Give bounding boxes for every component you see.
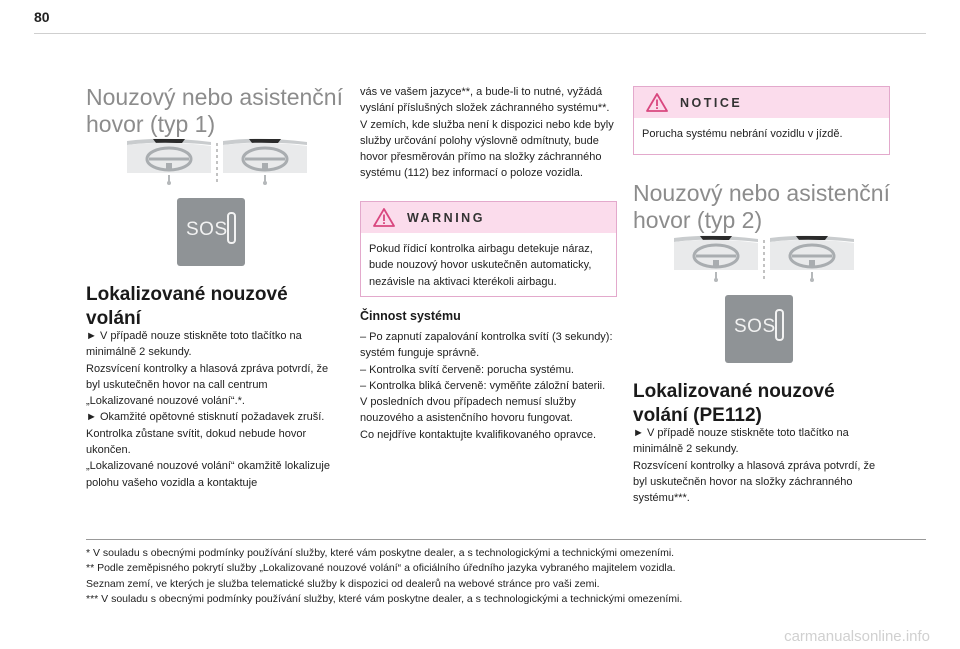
list-item: – Kontrolka bliká červeně: vyměňte záložní baterii. bbox=[360, 379, 606, 392]
col3-body bbox=[633, 425, 883, 506]
paragraph: „Lokalizované nouzové volání“ okamžitě lokalizuje polohu vašeho vozidla a kontaktuje bbox=[86, 460, 330, 489]
footnote: * V souladu s obecnými podmínky používání služby, které vám poskytne dealer, a s technologickými a technickými omezeními. bbox=[86, 547, 675, 559]
paragraph: ► Okamžité opětovné stisknutí požadavek zruší. bbox=[86, 411, 325, 424]
notice-header bbox=[634, 87, 889, 118]
col1-body bbox=[86, 328, 336, 491]
sos-label: SOS bbox=[186, 219, 228, 240]
warning-triangle-icon bbox=[373, 207, 395, 228]
paragraph: V posledních dvou případech nemusí služby nouzového a asistenčního hovoru fungovat. bbox=[360, 396, 576, 425]
sos-button-icon bbox=[177, 198, 245, 266]
header-divider bbox=[34, 33, 926, 34]
footnotes bbox=[86, 546, 926, 607]
notice-title: NOTICE bbox=[680, 95, 743, 110]
notice-text: Porucha systému nebrání vozidlu v jízdě. bbox=[642, 128, 843, 140]
paragraph: ► V případě nouze stiskněte toto tlačítko na minimálně 2 sekundy. bbox=[86, 330, 302, 359]
col2-body bbox=[360, 329, 616, 443]
warning-triangle-icon bbox=[646, 92, 668, 113]
paragraph: ► V případě nouze stiskněte toto tlačítko na minimálně 2 sekundy. bbox=[633, 427, 849, 456]
warning-title: WARNING bbox=[407, 210, 485, 225]
subtitle-localized-call: Lokalizované nouzové volání bbox=[86, 284, 288, 329]
col2-intro: vás ve vašem jazyce**, a bude-li to nutné, vyžádá vyslání příslušných složek záchranného systému**. V zemích, kde služba není k dispozici nebo kde byly služby určování polohy výslovně odmítnuty, bude hovor přesměrován přímo na složky záchranného systému (112) bez informací o poloze vozidla. bbox=[360, 86, 614, 180]
warning-text: Pokud řídicí kontrolka airbagu detekuje náraz, bude nouzový hovor uskutečněn automaticky, nezávisle na aktivaci kterékoli airbagu. bbox=[369, 243, 593, 288]
paragraph: Rozsvícení kontrolky a hlasová zpráva potvrdí, že byl uskutečněn hovor na složky záchranného systému***. bbox=[633, 459, 876, 505]
section-title-operation: Činnost systému bbox=[360, 309, 461, 323]
watermark: carmanualsonline.info bbox=[784, 628, 930, 645]
notice-callout bbox=[633, 86, 890, 155]
steering-wheel-icon bbox=[672, 234, 857, 286]
steering-wheel-icon bbox=[125, 137, 310, 189]
footnote: ** Podle zeměpisného pokrytí služby „Lokalizované nouzové volání“ a oficiálního úředního jazyka vybraného majitelem vozidla. bbox=[86, 562, 676, 575]
footnote: *** V souladu s obecnými podmínky používání služby, které vám poskytne dealer, a s technologickými a technickými omezeními. bbox=[86, 592, 683, 605]
sos-label: SOS bbox=[734, 316, 776, 337]
subtitle-localized-call-pe112: Lokalizované nouzové volání (PE112) bbox=[633, 381, 835, 426]
page-number: 80 bbox=[34, 9, 50, 25]
section-title-type1: Nouzový nebo asistenční hovor (typ 1) bbox=[86, 84, 343, 137]
list-item: – Po zapnutí zapalování kontrolka svítí (3 sekundy): systém funguje správně. bbox=[360, 331, 613, 360]
sos-led-icon bbox=[227, 212, 236, 244]
dashboard-illustration-type2 bbox=[672, 234, 857, 286]
footnote: Seznam zemí, ve kterých je služba telematické služby k dispozici od dealerů na webové stránce pro vaši zemi. bbox=[86, 577, 600, 590]
sos-button-icon bbox=[725, 295, 793, 363]
list-item: – Kontrolka svítí červeně: porucha systému. bbox=[360, 363, 574, 376]
paragraph: Rozsvícení kontrolky a hlasová zpráva potvrdí, že byl uskutečněn hovor na call centrum „Lokalizované nouzové volání“.*. bbox=[86, 362, 329, 408]
warning-header bbox=[361, 202, 616, 233]
sos-led-icon bbox=[775, 309, 784, 341]
warning-callout bbox=[360, 201, 617, 297]
section-title-type2: Nouzový nebo asistenční hovor (typ 2) bbox=[633, 180, 890, 233]
paragraph: Co nejdříve kontaktujte kvalifikovaného opravce. bbox=[360, 428, 597, 441]
dashboard-illustration-type1 bbox=[125, 137, 310, 189]
footnote-divider bbox=[86, 539, 926, 540]
paragraph: Kontrolka zůstane svítit, dokud nebude hovor ukončen. bbox=[86, 427, 307, 457]
